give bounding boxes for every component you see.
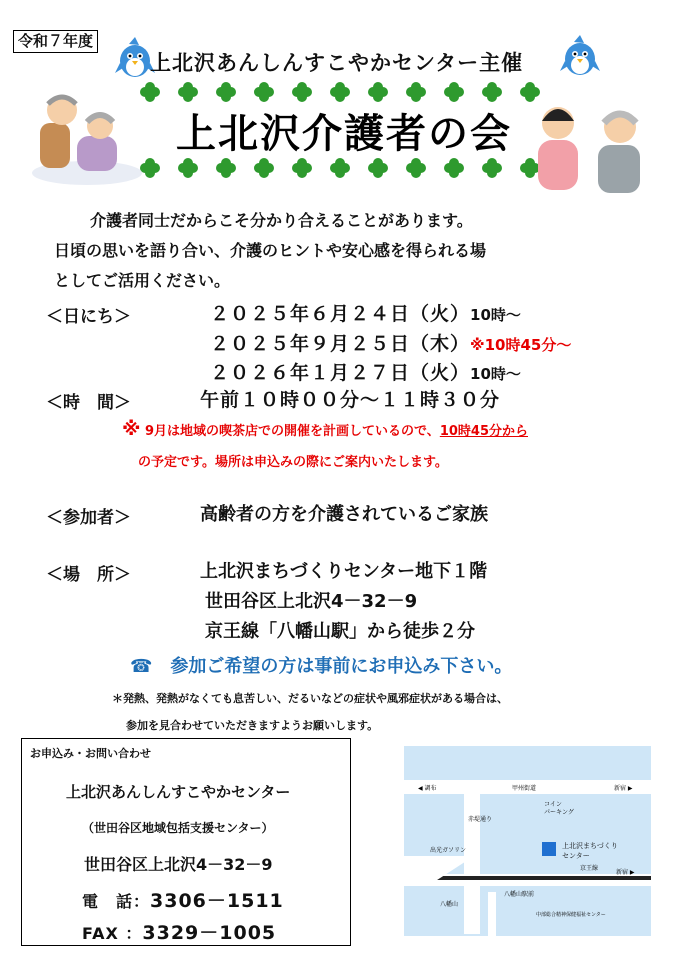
map-label-hachimanyama: 八幡山 (440, 901, 459, 908)
september-notice-line-1 (122, 418, 528, 440)
clover-icon (444, 158, 464, 178)
clover-icon (368, 82, 388, 102)
intro-paragraph (54, 206, 486, 296)
intro-line-3: としてご活用ください。 (54, 271, 231, 290)
participants-value: 高齢者の方を介護されているご家族 (200, 504, 488, 525)
map-label-gas: 出光ガソリン (430, 847, 467, 854)
venue-label: ＜場 所＞ (46, 565, 131, 585)
date-1: ２０２５年６月２４日（火） (210, 303, 471, 325)
apply-line (130, 652, 512, 678)
clover-icon (178, 82, 198, 102)
clover-icon (140, 158, 160, 178)
clover-icon (406, 82, 426, 102)
center-marker (542, 842, 556, 856)
bird-mascot-left-icon (115, 35, 155, 80)
date-3: ２０２６年１月２７日（火） (210, 362, 471, 384)
clover-icon (216, 82, 236, 102)
clover-icon (368, 158, 388, 178)
september-notice-line-2: の予定です。場所は申込みの際にご案内いたします。 (138, 455, 448, 470)
clover-icon (292, 82, 312, 102)
date-row-3 (210, 358, 521, 385)
caregiver-couple-illustration-right (528, 95, 658, 195)
map-label-station: 八幡山駅前 (504, 891, 535, 898)
contact-address: 世田谷区上北沢4－32－9 (84, 855, 273, 874)
notice-text-b: 10時45分から (439, 424, 528, 439)
map-label-akatsutsumi: 赤堤通り (468, 816, 493, 823)
clover-icon (444, 82, 464, 102)
akatsutsumi-road (464, 794, 480, 934)
map-label-keio: 京王線 (580, 865, 599, 872)
phone-icon: ☎ (130, 656, 153, 677)
map-label-koshu: 甲州街道 (512, 785, 537, 792)
contact-fax-row (82, 918, 276, 945)
map-label-shinjuku-bottom: 新宿 ▶ (616, 869, 635, 876)
notice-text-a: 9月は地域の喫茶店での開催を計画しているので、 (145, 424, 440, 439)
time-label: ＜時 間＞ (46, 393, 131, 413)
clover-icon (140, 82, 160, 102)
map-label-coin-parking-2: パーキング (544, 809, 574, 816)
clover-icon (292, 158, 312, 178)
dates-label: ＜日にち＞ (46, 307, 131, 327)
date-2-time: ※10時45分～ (470, 336, 572, 354)
venue-line-2: 世田谷区上北沢4－32－9 (205, 591, 418, 612)
date-2: ２０２５年９月２５日（木） (210, 333, 471, 355)
contact-box (21, 738, 351, 946)
intro-line-1: 介護者同士だからこそ分かり合えることがあります。 (90, 211, 473, 230)
organizer-line: 上北沢あんしんすこやかセンター主催 (150, 51, 524, 75)
fax-number: 3329－1005 (142, 922, 277, 944)
phone-label: 電 話： (82, 892, 151, 911)
map-label-coin-parking: コイン (544, 801, 562, 808)
clover-icon (254, 158, 274, 178)
contact-name: 上北沢あんしんすこやかセンター (66, 783, 291, 801)
clover-icon (216, 158, 236, 178)
clover-icon (330, 82, 350, 102)
date-1-time: 10時～ (470, 306, 521, 324)
clover-icon (178, 158, 198, 178)
map-label-center-1: 上北沢まちづくり (562, 842, 618, 850)
clover-icon (254, 82, 274, 102)
fax-label: FAX ： (82, 924, 143, 943)
venue-line-3: 京王線「八幡山駅」から徒歩２分 (205, 621, 475, 642)
map-label-chofu: ◀ 調布 (418, 785, 437, 792)
health-note-line-1: ＊発熱、発熱がなくても息苦しい、だるいなどの症状や風邪症状がある場合は、 (112, 692, 508, 705)
clover-icon (482, 82, 502, 102)
clover-icon (406, 158, 426, 178)
map-label-shinjuku-top: 新宿 ▶ (614, 785, 633, 792)
clover-icon (482, 158, 502, 178)
caregiver-couple-illustration-left (22, 88, 142, 188)
year-badge: 令和７年度 (13, 30, 98, 53)
map-label-chubu: 中部総合精神保健福祉センター (536, 912, 606, 918)
notice-mark: ※ (122, 418, 141, 440)
contact-heading: お申込み・お問い合わせ (30, 747, 151, 760)
date-3-time: 10時～ (470, 365, 521, 383)
date-row-2 (210, 329, 571, 356)
participants-label: ＜参加者＞ (46, 508, 131, 528)
bird-mascot-right-icon (560, 33, 600, 78)
access-map (404, 746, 651, 936)
clover-icon (330, 158, 350, 178)
contact-subname: （世田谷区地域包括支援センター） (82, 821, 274, 835)
contact-phone-row (82, 886, 284, 913)
health-note-line-2: 参加を見合わせていただきますようお願いします。 (126, 719, 379, 732)
time-value: 午前１０時００分～１１時３０分 (200, 389, 501, 411)
apply-text: 参加ご希望の方は事前にお申込み下さい。 (170, 656, 513, 677)
map-label-center-2: センター (562, 852, 590, 860)
venue-line-1: 上北沢まちづくりセンター地下１階 (200, 561, 488, 582)
phone-number: 3306－1511 (150, 890, 284, 912)
main-title: 上北沢介護者の会 (176, 111, 512, 157)
date-row-1 (210, 299, 521, 326)
intro-line-2: 日頃の思いを語り合い、介護のヒントや安心感を得られる場 (54, 241, 487, 260)
